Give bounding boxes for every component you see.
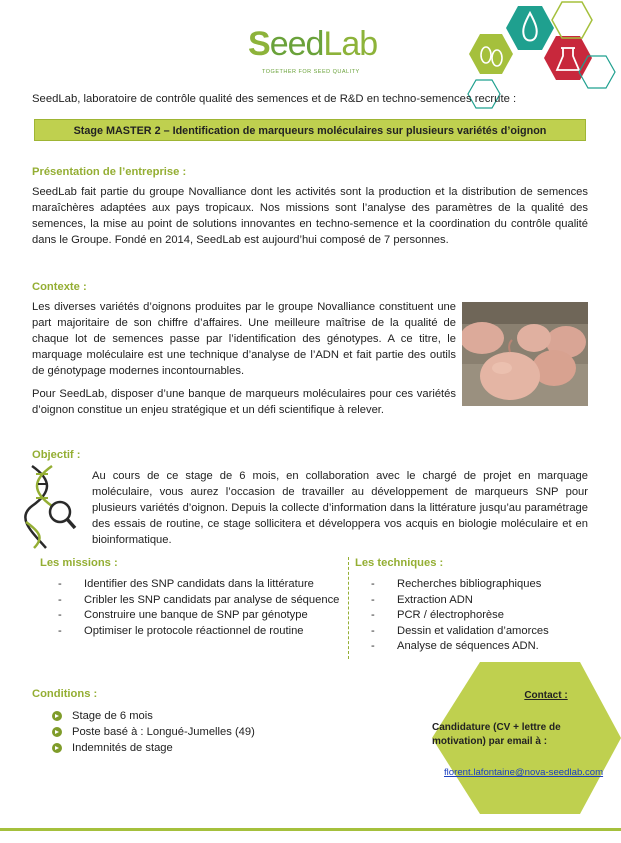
techniques-list	[371, 577, 611, 655]
contact-box	[432, 690, 620, 778]
contact-title: Contact :	[524, 690, 568, 701]
presentation-text: SeedLab fait partie du groupe Novalliance dont les activités sont la production et la distribution de semences maraîchères adaptées aux pays tropicaux. Nos missions sont l’analyse des paramètres de la qualité des semences, la mise au point de solutions innovantes en techno-semence et la coordination du contrôle qualité dans le Groupe. Fondé en 2014, SeedLab est aujourd’hui composé de 7 personnes.	[32, 186, 588, 246]
list-item: - PCR / électrophorèse	[371, 608, 611, 624]
hex-outline-top	[552, 2, 592, 38]
condition-item: Poste basé à : Longué-Jumelles (49)	[72, 726, 255, 738]
list-item: - Cribler les SNP candidats par analyse de séquence	[58, 593, 348, 609]
arrow-bullet-icon	[52, 743, 62, 753]
list-item: - Optimiser le protocole réactionnel de routine	[58, 624, 348, 640]
mission-item: Optimiser le protocole réactionnel de routine	[84, 624, 304, 637]
contact-line-1: Candidature (CV + lettre de	[432, 722, 561, 733]
logo-text-eed: eed	[269, 25, 324, 63]
missions-list	[58, 577, 348, 639]
mission-item: Cribler les SNP candidats par analyse de séquence	[84, 593, 340, 606]
conditions-heading: Conditions :	[32, 688, 98, 700]
column-divider	[348, 557, 349, 659]
technique-item: Analyse de séquences ADN.	[397, 640, 539, 652]
technique-item: PCR / électrophorèse	[397, 609, 504, 621]
technique-item: Dessin et validation d’amorces	[397, 624, 549, 637]
seedlab-logo	[248, 22, 378, 80]
techniques-heading: Les techniques :	[355, 557, 444, 569]
lab-flask-icon	[544, 36, 592, 80]
seeds-icon	[469, 34, 513, 74]
dna-magnifier-icon	[22, 462, 78, 552]
technique-item: Recherches bibliographiques	[397, 578, 542, 590]
missions-heading: Les missions :	[40, 557, 118, 569]
logo-tagline: TOGETHER FOR SEED QUALITY	[262, 69, 360, 75]
list-item: - Dessin et validation d’amorces	[371, 624, 611, 640]
list-item: - Construire une banque de SNP par génotype	[58, 608, 348, 624]
contact-email-link[interactable]: florent.lafontaine@nova-seedlab.com	[444, 767, 604, 778]
list-item: - Analyse de séquences ADN.	[371, 639, 611, 655]
list-item: - Extraction ADN	[371, 593, 611, 609]
contact-line-2: motivation) par email à :	[432, 736, 548, 747]
onions-photo	[462, 302, 588, 406]
presentation-heading: Présentation de l’entreprise :	[32, 166, 187, 178]
mission-item: Construire une banque de SNP par génotype	[84, 609, 308, 621]
list-item	[52, 740, 352, 756]
objectif-text: Au cours de ce stage de 6 mois, en collaboration avec le chargé de projet en marquage moléculaire, vous aurez l’occasion de travailler au développement de marqueurs SNP pour plusieurs variétés d’oignon. Depuis la collecte d’information dans la littérature jusqu’au paramétrage des essais de routine, ce stage sollicitera et développera vos acquis en biologie moléculaire et en bioinformatique.	[92, 470, 588, 546]
seed-drop-icon	[506, 6, 554, 50]
contexte-paragraph-2: Pour SeedLab, disposer d’une banque de marqueurs moléculaires pour ces variétés d’oignon constitue un enjeu stratégique et un défi scientifique à relever.	[32, 388, 456, 416]
mission-item: Identifier des SNP candidats dans la littérature	[84, 578, 314, 590]
logo-text-lab: Lab	[323, 25, 378, 63]
list-item	[52, 724, 352, 740]
intro-line: SeedLab, laboratoire de contrôle qualité des semences et de R&D en techno-semences recrute :	[32, 93, 517, 105]
logo-letter-s: S	[248, 25, 270, 63]
list-item: - Identifier des SNP candidats dans la littérature	[58, 577, 348, 593]
technique-item: Extraction ADN	[397, 593, 473, 606]
list-item	[52, 708, 352, 724]
contexte-heading: Contexte :	[32, 281, 87, 293]
condition-item: Indemnités de stage	[72, 742, 173, 754]
job-title-banner: Stage MASTER 2 – Identification de marqueurs moléculaires sur plusieurs variétés d’oignon	[34, 119, 586, 141]
list-item: - Recherches bibliographiques	[371, 577, 611, 593]
arrow-bullet-icon	[52, 711, 62, 721]
conditions-list	[52, 708, 352, 756]
condition-item: Stage de 6 mois	[72, 710, 153, 722]
arrow-bullet-icon	[52, 727, 62, 737]
contexte-paragraph-1: Les diverses variétés d’oignons produites par le groupe Novalliance constituent une part majoritaire de son chiffre d’affaires. Une meilleure maîtrise de la qualité de chaque lot de semences passe par l’identification des génotypes. A ce titre, le marquage moléculaire est une technique d’analyse de l’ADN et fait partie des outils de génotypage modernes incontournables.	[32, 301, 456, 377]
footer-line	[0, 828, 621, 831]
objectif-heading: Objectif :	[32, 449, 81, 461]
